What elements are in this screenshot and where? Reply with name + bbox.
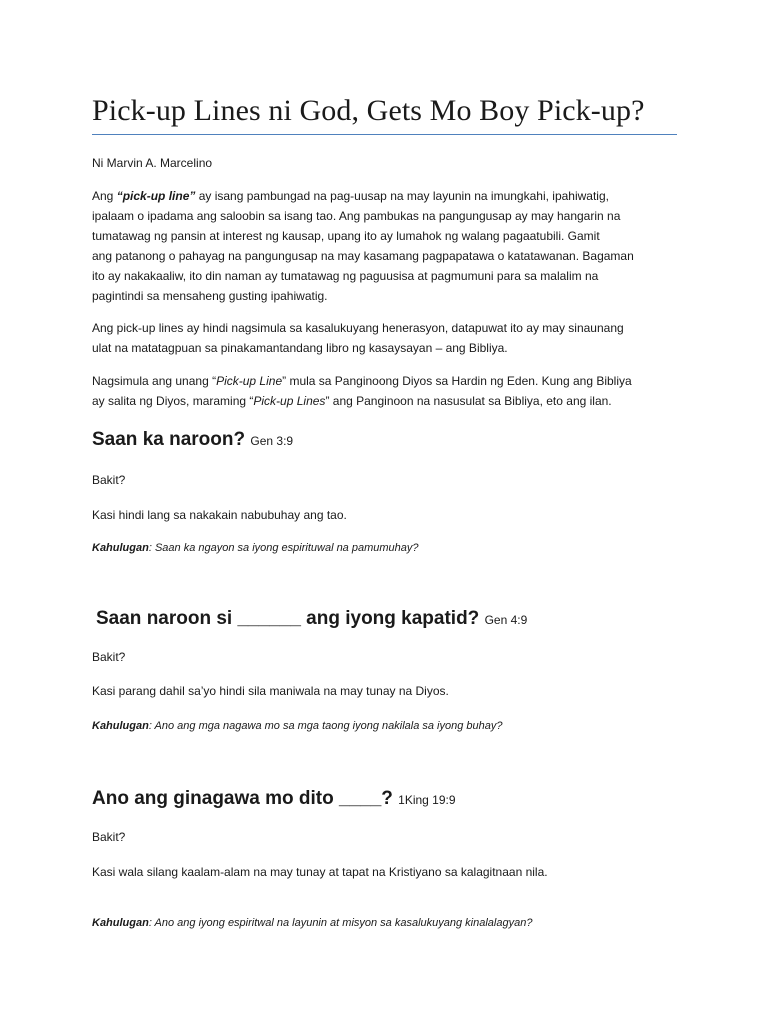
history-paragraph — [92, 318, 682, 358]
bible-reference: Gen 4:9 — [484, 613, 528, 627]
section-bakit: Bakit? — [92, 650, 126, 664]
section-meaning: Kahulugan: Ano ang mga nagawa mo sa mga taong iyong nakilala sa iyong buhay? — [92, 720, 503, 732]
author-line: Ni Marvin A. Marcelino — [92, 156, 213, 170]
intro-line-1: Ang “pick-up line” ay isang pambungad na pag-uusap na may layunin na imungkahi, ipahiwatig, — [92, 189, 609, 203]
eden-line-2: ay salita ng Diyos, maraming “Pick-up Lines” ang Panginoon na nasusulat sa Bibliya, eto ang ilan. — [92, 394, 612, 408]
section-meaning: Kahulugan: Saan ka ngayon sa iyong espirituwal na pamumuhay? — [92, 542, 419, 554]
section-answer: Kasi parang dahil sa’yo hindi sila maniwala na may tunay na Diyos. — [92, 684, 449, 698]
intro-paragraph — [92, 186, 682, 306]
history-line-1: Ang pick-up lines ay hindi nagsimula sa kasalukuyang henerasyon, datapuwat ito ay may sinaunang — [92, 321, 624, 335]
section-bakit: Bakit? — [92, 473, 126, 487]
section-meaning: Kahulugan: Ano ang iyong espiritwal na layunin at misyon sa kasalukuyang kinalalagyan? — [92, 917, 533, 929]
title-underline — [92, 134, 677, 135]
bible-reference: 1King 19:9 — [398, 793, 456, 807]
intro-line-3: tumatawag ng pansin at interest ng kausap, upang ito ay lumahok ng walang pagaatubili. Gamit — [92, 229, 600, 243]
bible-reference: Gen 3:9 — [250, 434, 294, 448]
pick-up-line-term: “pick-up line” — [116, 189, 196, 203]
intro-line-2: ipalaam o ipadama ang saloobin sa isang tao. Ang pambukas na pangungusap ay may hangarin na — [92, 209, 621, 223]
section-answer: Kasi hindi lang sa nakakain nabubuhay ang tao. — [92, 508, 347, 522]
eden-paragraph — [92, 371, 682, 411]
section-bakit: Bakit? — [92, 830, 126, 844]
section-heading: Saan ka naroon? Gen 3:9 — [92, 429, 294, 450]
document-title: Pick-up Lines ni God, Gets Mo Boy Pick-up? — [92, 94, 645, 127]
section-answer: Kasi wala silang kaalam-alam na may tunay at tapat na Kristiyano sa kalagitnaan nila. — [92, 865, 548, 879]
meaning-label: Kahulugan — [92, 917, 149, 929]
section-heading: Saan naroon si ______ ang iyong kapatid? Gen 4:9 — [96, 608, 528, 629]
history-line-2: ulat na matatagpuan sa pinakamantandang libro ng kasaysayan – ang Bibliya. — [92, 341, 508, 355]
section-heading: Ano ang ginagawa mo dito ____? 1King 19:9 — [92, 788, 456, 809]
eden-line-1: Nagsimula ang unang “Pick-up Line” mula sa Panginoong Diyos sa Hardin ng Eden. Kung ang Bibliya — [92, 374, 632, 388]
intro-line-4: ang patanong o pahayag na pangungusap na may kasamang pagpapatawa o katatawanan. Bagaman — [92, 249, 634, 263]
meaning-label: Kahulugan — [92, 542, 149, 554]
meaning-label: Kahulugan — [92, 720, 149, 732]
intro-line-5: ito ay nakakaaliw, ito din naman ay tumatawag ng paguusisa at pagmumuni para sa malalim na — [92, 269, 599, 283]
intro-line-6: pagintindi sa mensaheng gusting ipahiwatig. — [92, 289, 328, 303]
